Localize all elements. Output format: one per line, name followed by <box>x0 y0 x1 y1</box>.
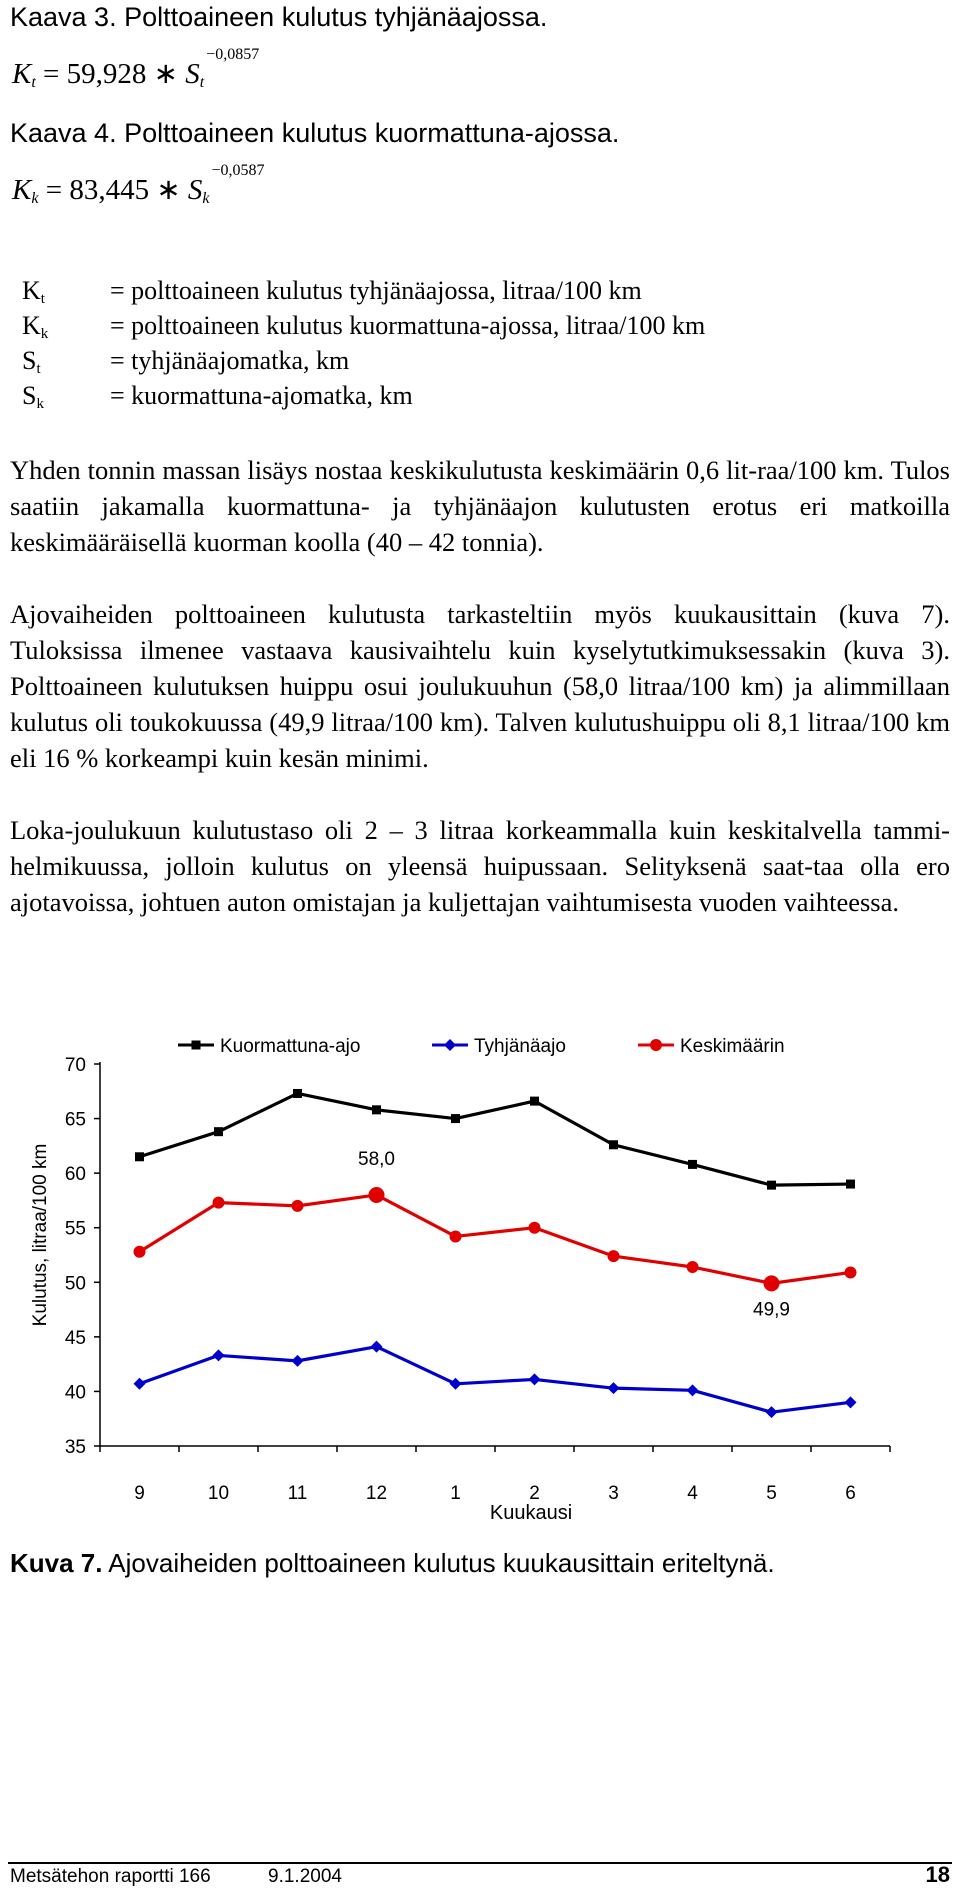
legend-marker <box>444 1039 456 1051</box>
data-point <box>451 1114 460 1123</box>
y-tick-label: 50 <box>64 1273 86 1295</box>
x-tick-label: 9 <box>134 1483 145 1504</box>
y-tick-label: 65 <box>64 1109 86 1131</box>
footer-divider <box>8 1862 952 1864</box>
data-point <box>687 1384 699 1396</box>
y-tick-label: 35 <box>64 1437 86 1458</box>
definition-kk: $K_k$ = polttoaineen kulutus kuormattuna-ajossa, litraa/100 km <box>22 311 706 342</box>
series-2 <box>134 1189 857 1289</box>
x-tick-label: 6 <box>845 1483 856 1504</box>
legend-label: Kuormattuna-ajo <box>220 1036 361 1057</box>
series-line <box>140 1195 851 1283</box>
data-point <box>450 1230 462 1242</box>
figure-caption-text: Ajovaiheiden polttoaineen kulutus kuukausittain eriteltynä. <box>102 1548 775 1578</box>
data-point <box>846 1180 855 1189</box>
figure-caption-label: Kuva 7. <box>10 1548 103 1578</box>
legend-label: Tyhjänäajo <box>474 1036 566 1057</box>
y-axis-label: Kulutus, litraa/100 km <box>30 1143 51 1327</box>
y-tick-label: 40 <box>64 1382 86 1404</box>
data-point <box>845 1266 857 1278</box>
highlighted-point <box>764 1275 780 1291</box>
series-line <box>140 1347 851 1412</box>
data-point <box>213 1197 225 1209</box>
x-axis-label: Kuukausi <box>489 1502 573 1524</box>
legend-marker <box>192 1041 201 1050</box>
data-point <box>292 1200 304 1212</box>
data-point <box>371 1341 383 1353</box>
chart-legend <box>178 1036 785 1057</box>
x-tick-label: 1 <box>450 1483 461 1504</box>
legend-item <box>638 1036 785 1057</box>
data-point <box>767 1181 776 1190</box>
y-tick-label: 55 <box>64 1218 86 1240</box>
data-point <box>609 1140 618 1149</box>
series-0 <box>135 1089 855 1190</box>
formula-3-heading: Kaava 3. Polttoaineen kulutus tyhjänäajossa. <box>10 2 548 32</box>
footer-report: Metsätehon raportti 166 <box>10 1866 211 1887</box>
x-tick-label: 4 <box>687 1483 698 1504</box>
data-point <box>292 1355 304 1367</box>
data-point <box>608 1382 620 1394</box>
data-label: 49,9 <box>753 1299 790 1321</box>
definition-kt: $K_t$ = polttoaineen kulutus tyhjänäajossa, litraa/100 km <box>22 276 642 307</box>
x-axis <box>100 1446 890 1504</box>
paragraph-2: Ajovaiheiden polttoaineen kulutusta tarkasteltiin myös kuukausittain (kuva 7). Tuloksissa ilmenee vastaava kausivaihtelu kuin kyselytutkimuksessakin (kuva 3). Polttoaineen kulutuksen huippu osui joulukuuhun (58,0 litraa/100 km) ja alimmillaan kulutus oli toukokuussa (49,9 litraa/100 km). Talven kulutushuippu oli 8,1 litraa/100 km eli 16 % korkeampi kuin kesän minimi. <box>10 599 950 773</box>
data-point <box>529 1222 541 1234</box>
definition-st: $S_t$ = tyhjänäajomatka, km <box>22 346 350 377</box>
figure-caption <box>10 1548 775 1579</box>
data-point <box>608 1250 620 1262</box>
footer-page-number: 18 <box>925 1862 950 1887</box>
data-point <box>766 1406 778 1418</box>
footer-date: 9.1.2004 <box>268 1866 342 1887</box>
data-point <box>213 1349 225 1361</box>
x-tick-label: 12 <box>365 1483 388 1504</box>
data-point <box>214 1127 223 1136</box>
data-label: 58,0 <box>358 1148 395 1170</box>
series-1 <box>134 1341 857 1418</box>
data-point <box>135 1152 144 1161</box>
y-tick-label: 60 <box>64 1164 86 1186</box>
x-tick-label: 2 <box>529 1483 540 1504</box>
data-point <box>529 1373 541 1385</box>
data-point <box>687 1261 699 1273</box>
formula-4-heading: Kaava 4. Polttoaineen kulutus kuormattuna-ajossa. <box>10 118 620 148</box>
x-tick-label: 11 <box>287 1483 308 1504</box>
x-tick-label: 5 <box>766 1483 777 1504</box>
paragraph-1: Yhden tonnin massan lisäys nostaa keskikulutusta keskimäärin 0,6 lit-raa/100 km. Tulos saatiin jakamalla kuormattuna- ja tyhjänäajon kulutusten erotus eri matkoilla keskimääräisellä kuorman koolla (40 – 42 tonnia). <box>10 455 950 557</box>
fuel-consumption-chart <box>0 1030 960 1530</box>
series-line <box>140 1093 851 1185</box>
chart-series <box>134 1089 857 1418</box>
legend-item <box>432 1036 566 1057</box>
data-point <box>530 1097 539 1106</box>
data-point <box>293 1089 302 1098</box>
legend-label: Keskimäärin <box>680 1036 785 1057</box>
data-point <box>688 1160 697 1169</box>
data-point <box>450 1378 462 1390</box>
paragraph-3: Loka-joulukuun kulutustaso oli 2 – 3 litraa korkeammalla kuin keskitalvella tammi-helmikuussa, jolloin kulutus on yleensä huipussaan. Selityksenä saat-taa olla ero ajotavoissa, johtuen auton omistajan ja kuljettajan vaihtumisesta vuoden vaihteessa. <box>10 815 950 917</box>
data-point <box>134 1246 146 1258</box>
data-point <box>372 1105 381 1114</box>
data-point <box>134 1378 146 1390</box>
y-tick-label: 45 <box>64 1327 86 1349</box>
highlighted-point <box>369 1187 385 1203</box>
chart-annotations <box>358 1149 790 1320</box>
formula-3: $K_t = 59,928$ ∗ $S_t^{-0,0857}$ <box>12 46 260 91</box>
formula-4: $K_k = 83,445$ ∗ $S_k^{-0,0587}$ <box>12 162 265 207</box>
legend-item <box>178 1036 360 1057</box>
x-tick-label: 3 <box>608 1483 619 1504</box>
x-tick-label: 10 <box>207 1483 230 1504</box>
definition-sk: $S_k$ = kuormattuna-ajomatka, km <box>22 381 413 412</box>
data-point <box>845 1396 857 1408</box>
y-axis <box>65 1055 100 1458</box>
y-tick-label: 70 <box>64 1055 86 1076</box>
legend-marker <box>650 1039 662 1051</box>
